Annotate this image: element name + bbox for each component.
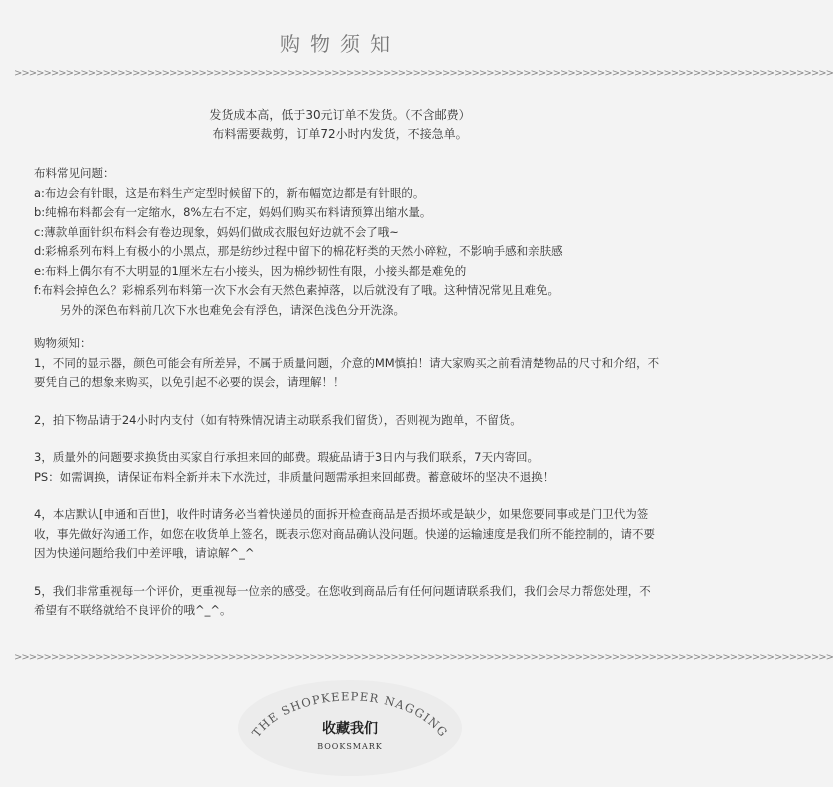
- page-title: 购物须知: [280, 32, 400, 56]
- fabric-faq-item: e:布料上偶尔有不大明显的1厘米左右小接头，因为棉纱韧性有限，小接头都是难免的: [34, 263, 467, 278]
- fabric-faq-item: b:纯棉布料都会有一定缩水，8%左右不定，妈妈们购买布料请预算出缩水量。: [34, 205, 432, 219]
- badge-subtitle: BOOKSMARK: [317, 742, 383, 751]
- badge-arc-text: THE SHOPKEEPER NAGGING: [249, 689, 451, 740]
- fabric-faq-item: d:彩棉系列布料上有极小的小黑点，那是纺纱过程中留下的棉花籽类的天然小碎粒，不影响手感和亲肤感: [34, 244, 563, 258]
- purchase-note-2: 2，拍下物品请于24小时内支付（如有特殊情况请主动联系我们留货），否则视为跑单，不留货。: [34, 412, 522, 427]
- bottom-divider: >>>>>>>>>>>>>>>>>>>>>>>>>>>>>>>>>>>>>>>>>>>>>>>>>>>>>>>>>>>>>>>>>>>>>>>>>>>>>>>>>>>>>>>>>>>>>>>>>>>>>>>>>>>>>>>: [14, 652, 833, 663]
- fabric-faq-item: f:布料会掉色么？彩棉系列布料第一次下水会有天然色素掉落，以后就没有了哦。这种情况常见且难免。: [34, 283, 560, 297]
- bookmark-badge[interactable]: [230, 678, 470, 778]
- fabric-faq-section: [34, 164, 660, 320]
- purchase-note-3: 3，质量外的问题要求换货由买家自行承担来回的邮费。瑕疵品请于3日内与我们联系，7天内寄回。: [34, 450, 539, 464]
- purchase-note-1: 1，不同的显示器，颜色可能会有所差异，不属于质量问题，介意的MM慎拍！请大家购买之前看清楚物品的尺寸和介绍，不要凭自己的想象来购买，以免引起不必要的误会，请理解！！: [34, 355, 660, 389]
- purchase-note-4: 4，本店默认[申通和百世]，收件时请务必当着快递员的面拆开检查商品是否损坏或是缺少，如果您要同事或是门卫代为签收，事先做好沟通工作，如您在收货单上签名，既表示您对商品确认没问题。快递的运输速度是我们所不能控制的，请不要因为快递问题给我们中差评哦，请谅解^_^: [34, 507, 655, 560]
- purchase-notes-section: [34, 334, 660, 621]
- shipping-notice-line-2: 布料需要裁剪，订单72小时内发货，不接急单。: [212, 127, 468, 141]
- badge-title: 收藏我们: [322, 721, 378, 737]
- purchase-note-3-ps: PS：如需调换，请保证布料全新并未下水洗过，非质量问题需承担来回邮费。蓄意破坏的坚决不退换！: [34, 469, 555, 484]
- fabric-faq-item: a:布边会有针眼，这是布料生产定型时候留下的，新布幅宽边都是有针眼的。: [34, 185, 425, 200]
- fabric-faq-heading: 布料常见问题：: [34, 166, 115, 180]
- purchase-note-5: 5，我们非常重视每一个评价，更重视每一位亲的感受。在您收到商品后有任何问题请联系我们，我们会尽力帮您处理，不希望有不联络就给不良评价的哦^_^。: [34, 583, 651, 617]
- top-divider: >>>>>>>>>>>>>>>>>>>>>>>>>>>>>>>>>>>>>>>>>>>>>>>>>>>>>>>>>>>>>>>>>>>>>>>>>>>>>>>>>>>>>>>>>>>>>>>>>>>>>>>>>>>>>>>: [14, 68, 833, 79]
- shipping-notice: [0, 106, 680, 144]
- fabric-faq-item: c:薄款单面针织布料会有卷边现象，妈妈们做成衣服包好边就不会了哦~: [34, 224, 399, 239]
- shipping-notice-line-1: 发货成本高，低于30元订单不发货。（不含邮费）: [209, 108, 471, 122]
- fabric-faq-note: 另外的深色布料前几次下水也难免会有浮色，请深色浅色分开洗涤。: [60, 302, 405, 317]
- purchase-notes-heading: 购物须知：: [34, 336, 92, 350]
